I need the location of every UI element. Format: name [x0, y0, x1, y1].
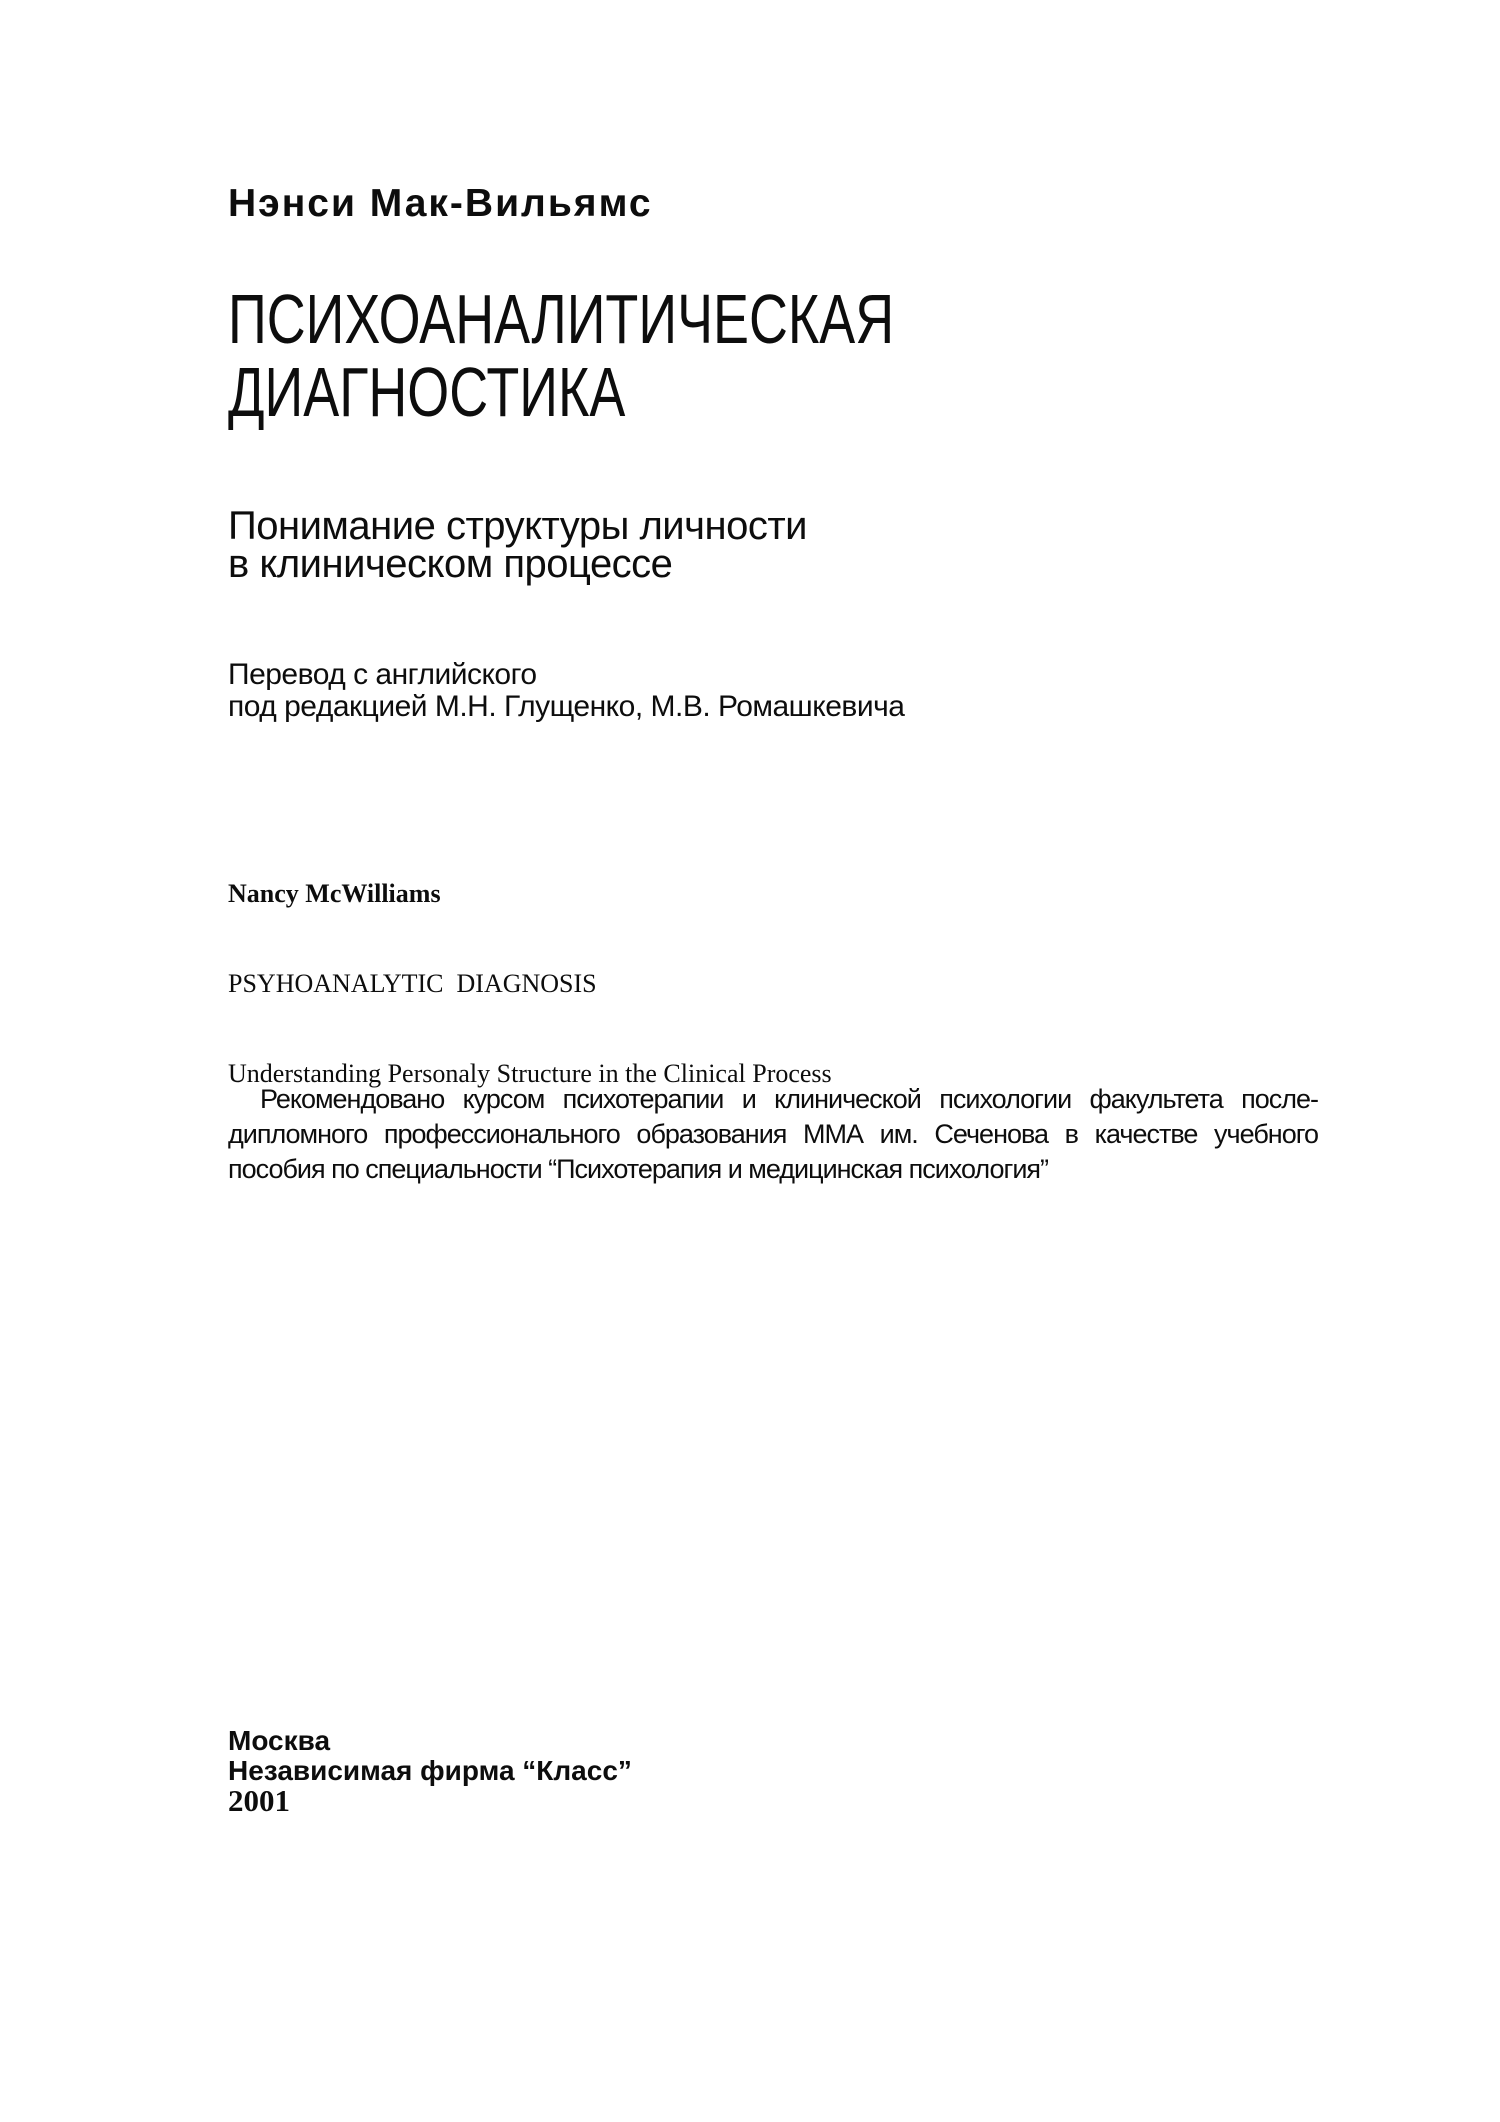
translation-credit-line-2: под редакцией М.Н. Глущенко, М.В. Ромашкевича [228, 690, 905, 723]
book-title-line-2: ДИАГНОСТИКА [228, 353, 626, 431]
translation-credit-line-1: Перевод с английского [228, 658, 537, 691]
original-title: PSYHOANALYTIC DIAGNOSIS [228, 969, 597, 998]
recommendation-line-1: Рекомендовано курсом психотерапии и клинической психологии факультета после- [260, 1084, 1318, 1114]
book-subtitle-line-2: в клиническом процессе [228, 542, 673, 586]
imprint [228, 1726, 632, 1816]
book-subtitle [228, 504, 807, 586]
book-title [228, 280, 1093, 431]
imprint-publisher: Независимая фирма “Класс” [228, 1755, 632, 1786]
original-subtitle: Understanding Personaly Structure in the Clinical Process [228, 1059, 832, 1088]
author-name: Нэнси Мак-Вильямс [228, 182, 653, 225]
imprint-year: 2001 [228, 1783, 290, 1818]
book-title-line-1: ПСИХОАНАЛИТИЧЕСКАЯ [228, 280, 895, 358]
translation-credit [228, 659, 904, 723]
original-author: Nancy McWilliams [228, 879, 441, 908]
imprint-city: Москва [228, 1725, 331, 1756]
recommendation-line-2: дипломного профессионального образования ММА им. Сеченова в качестве учебного [228, 1119, 1318, 1149]
book-subtitle-line-1: Понимание структуры личности [228, 504, 807, 548]
recommendation-note [228, 1082, 1318, 1187]
recommendation-line-3: пособия по специальности “Психотерапия и медицинская психология” [228, 1154, 1049, 1184]
